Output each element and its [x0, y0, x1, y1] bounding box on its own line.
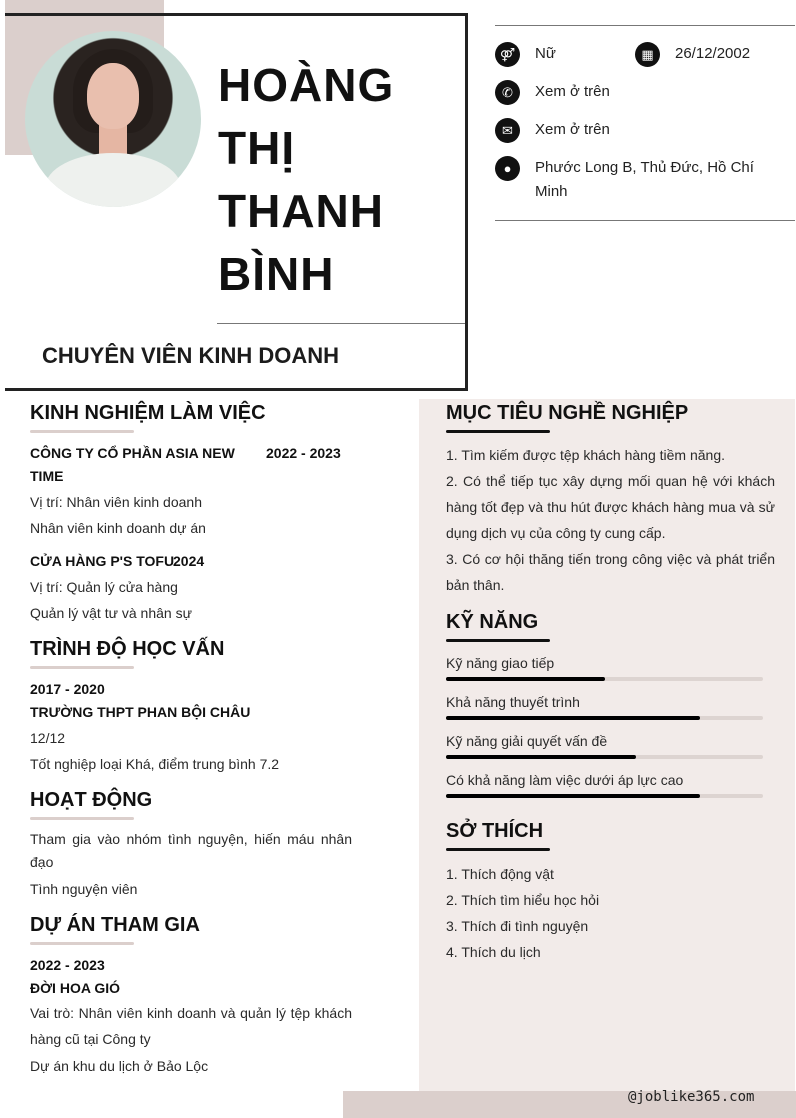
skill-label: Kỹ năng giao tiếp [446, 655, 555, 671]
gender-icon: ⚤ [495, 42, 520, 67]
skill-bar [446, 716, 763, 720]
activities-line: Tham gia vào nhóm tình nguyện, hiến máu nhân đạo [30, 831, 352, 870]
title-underline [446, 848, 550, 851]
title-underline [30, 817, 134, 820]
project-name: ĐỜI HOA GIÓ [30, 980, 120, 996]
title-underline [446, 430, 550, 433]
birthday-value: 26/12/2002 [675, 45, 751, 62]
hobby-item: 4. Thích du lịch [446, 944, 541, 960]
divider [495, 220, 795, 221]
gender-value: Nữ [535, 45, 556, 62]
section-title-projects: DỰ ÁN THAM GIA [30, 914, 200, 936]
skill-bar [446, 794, 763, 798]
education-line: Tốt nghiệp loại Khá, điểm trung bình 7.2 [30, 756, 280, 772]
experience-line: Vị trí: Quản lý cửa hàng [30, 579, 178, 595]
hobby-item: 1. Thích động vật [446, 866, 554, 882]
activities-line: Tình nguyện viên [30, 881, 138, 897]
footer-website[interactable]: @joblike365.com [628, 1089, 755, 1105]
project-period: 2022 - 2023 [30, 957, 105, 973]
address-value: Phước Long B, Thủ Đức, Hồ Chí Minh [535, 159, 754, 200]
education-period: 2017 - 2020 [30, 681, 105, 697]
skill-label: Có khả năng làm việc dưới áp lực cao [446, 772, 684, 788]
project-line: Dự án khu du lịch ở Bảo Lộc [30, 1058, 209, 1074]
skill-label: Khả năng thuyết trình [446, 694, 580, 710]
experience-line: Quản lý vật tư và nhân sự [30, 605, 192, 621]
skill-label: Kỹ năng giải quyết vấn đề [446, 733, 608, 749]
skill-bar-fill [446, 716, 700, 720]
title-underline [30, 430, 134, 433]
education-school: TRƯỜNG THPT PHAN BỘI CHÂU [30, 704, 251, 720]
hobby-item: 2. Thích tìm hiểu học hỏi [446, 892, 600, 908]
section-title-hobbies: SỞ THÍCH [446, 820, 544, 842]
section-title-objective: MỤC TIÊU NGHỀ NGHIỆP [446, 402, 689, 424]
section-title-experience: KINH NGHIỆM LÀM VIỆC [30, 402, 266, 424]
experience-period: 2022 - 2023 [266, 445, 341, 461]
divider [217, 323, 465, 324]
experience-line: Vị trí: Nhân viên kinh doanh [30, 494, 202, 510]
title-underline [30, 942, 134, 945]
section-title-education: TRÌNH ĐỘ HỌC VẤN [30, 638, 225, 660]
full-name: HOÀNG THỊ THANH BÌNH [218, 59, 395, 300]
skill-bar-fill [446, 755, 636, 759]
objective-item: 1. Tìm kiếm được tệp khách hàng tiềm năng. [446, 447, 725, 463]
profile-photo [25, 31, 201, 207]
skill-bar [446, 755, 763, 759]
job-title: CHUYÊN VIÊN KINH DOANH [42, 343, 340, 368]
phone-value: Xem ở trên [535, 83, 610, 100]
email-value: Xem ở trên [535, 121, 610, 138]
experience-line: Nhân viên kinh doanh dự án [30, 520, 206, 536]
skill-bar-fill [446, 794, 700, 798]
education-line: 12/12 [30, 730, 66, 746]
section-title-activities: HOẠT ĐỘNG [30, 789, 153, 811]
phone-icon: ✆ [495, 80, 520, 105]
objective-item: 2. Có thể tiếp tục xây dựng mối quan hệ với khách hàng tốt đẹp và thu hút được khách hàng mua và sử dụng dịch vụ của công ty cung cấp. [446, 473, 775, 541]
project-line: Vai trò: Nhân viên kinh doanh và quản lý tệp khách hàng cũ tại Công ty [30, 1005, 352, 1047]
email-icon: ✉ [495, 118, 520, 143]
calendar-icon: ▦ [635, 42, 660, 67]
experience-period: 2024 [173, 553, 205, 569]
section-title-skills: KỸ NĂNG [446, 611, 539, 633]
skill-bar-fill [446, 677, 605, 681]
location-icon: ● [495, 156, 520, 181]
divider [495, 25, 795, 26]
experience-company: CỬA HÀNG P'S TOFU [30, 553, 175, 569]
title-underline [446, 639, 550, 642]
title-underline [30, 666, 134, 669]
hobby-item: 3. Thích đi tình nguyện [446, 918, 589, 934]
skill-bar [446, 677, 763, 681]
experience-company: CÔNG TY CỔ PHẦN ASIA NEW TIME [30, 445, 235, 484]
objective-item: 3. Có cơ hội thăng tiến trong công việc và phát triển bản thân. [446, 551, 775, 593]
